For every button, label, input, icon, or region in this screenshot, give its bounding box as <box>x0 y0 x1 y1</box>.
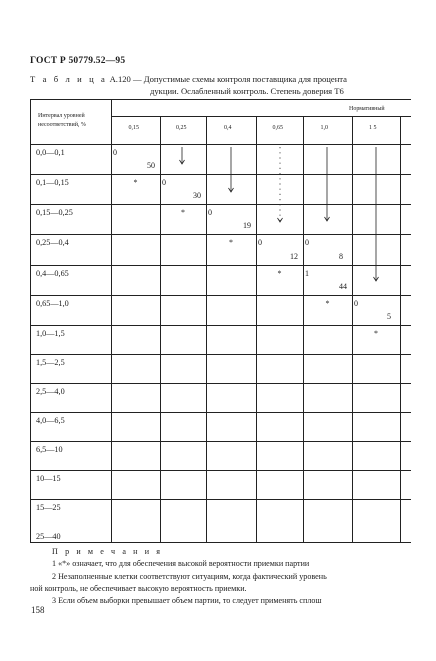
row-label: 15—25 <box>36 503 61 512</box>
cell-acceptance-number: 0 <box>258 238 262 247</box>
table-caption-label: Т а б л и ц а <box>30 74 108 84</box>
cell-acceptance-number: 0 <box>208 208 212 217</box>
table-caption-title: А.120 — Допустимые схемы контроля поставщика для процента <box>109 74 347 84</box>
cell-sample-size: 5 <box>387 312 391 321</box>
header-column-1: 0,25 <box>176 125 187 131</box>
cell-sample-size: 8 <box>339 252 343 261</box>
row-label: 0,4—0,65 <box>36 269 69 278</box>
cell-acceptance-number: 0 <box>162 178 166 187</box>
star-mark: * <box>277 269 282 278</box>
header-column-3: 0,65 <box>272 125 283 131</box>
page-number: 158 <box>31 605 45 615</box>
row-label: 1,0—1,5 <box>36 329 65 338</box>
row-label: 1,5—2,5 <box>36 358 65 367</box>
header-column-2: 0,4 <box>224 125 232 131</box>
standard-number: ГОСТ Р 50779.52—95 <box>30 56 126 66</box>
acceptance-table <box>30 99 411 543</box>
cell-acceptance-number: 0 <box>113 148 117 157</box>
row-label: 10—15 <box>36 474 61 483</box>
notes-title: П р и м е ч а н и я <box>52 547 163 556</box>
row-label: 25—40 <box>36 532 61 541</box>
row-label: 0,1—0,15 <box>36 178 69 187</box>
row-label: 0,25—0,4 <box>36 238 69 247</box>
note-3: 3 Если объем выборки превышает объем партии, то следует применять сплош <box>52 596 322 606</box>
note-1: 1 «*» означает, что для обеспечения высокой вероятности приемки партии <box>52 559 310 569</box>
table-caption-line-2: дукции. Ослабленный контроль. Степень доверия Т6 <box>150 86 344 96</box>
star-mark: * <box>181 208 185 217</box>
row-label: 2,5—4,0 <box>36 387 65 396</box>
cell-sample-size: 12 <box>290 252 298 261</box>
row-label: 0,0—0,1 <box>36 148 65 157</box>
star-mark: * <box>374 329 378 338</box>
header-column-0: 0,15 <box>128 125 139 131</box>
header-column-5: 1 5 <box>369 125 377 131</box>
header-normative: Нормативный <box>349 106 385 112</box>
star-mark: * <box>133 178 138 187</box>
cell-acceptance-number: 1 <box>305 269 309 278</box>
notes-block <box>30 546 410 607</box>
row-label: 4,0—6,5 <box>36 416 65 425</box>
cell-sample-size: 30 <box>193 191 201 200</box>
header-interval-label: Интервал уровней <box>38 113 85 119</box>
cell-acceptance-number: 0 <box>354 299 358 308</box>
star-mark: * <box>229 238 233 247</box>
row-label: 6,5—10 <box>36 445 63 454</box>
cell-acceptance-number: 0 <box>305 238 309 247</box>
note-2: 2 Незаполненные клетки соответствуют ситуациям, когда фактический уровень <box>52 571 327 581</box>
cell-sample-size: 50 <box>147 161 155 170</box>
row-label: 0,15—0,25 <box>36 208 73 217</box>
header-column-4: 1,0 <box>320 125 328 131</box>
downward-arrows <box>31 100 411 542</box>
note-2-continued: ной контроль, не обеспечивает высокую вероятность приемки. <box>30 583 247 593</box>
cell-sample-size: 19 <box>243 221 251 230</box>
cell-sample-size: 44 <box>339 282 347 291</box>
table-caption-line-1 <box>30 74 347 84</box>
header-interval-unit: несоответствий, % <box>38 122 86 128</box>
row-label: 0,65—1,0 <box>36 299 69 308</box>
star-mark: * <box>325 299 330 308</box>
